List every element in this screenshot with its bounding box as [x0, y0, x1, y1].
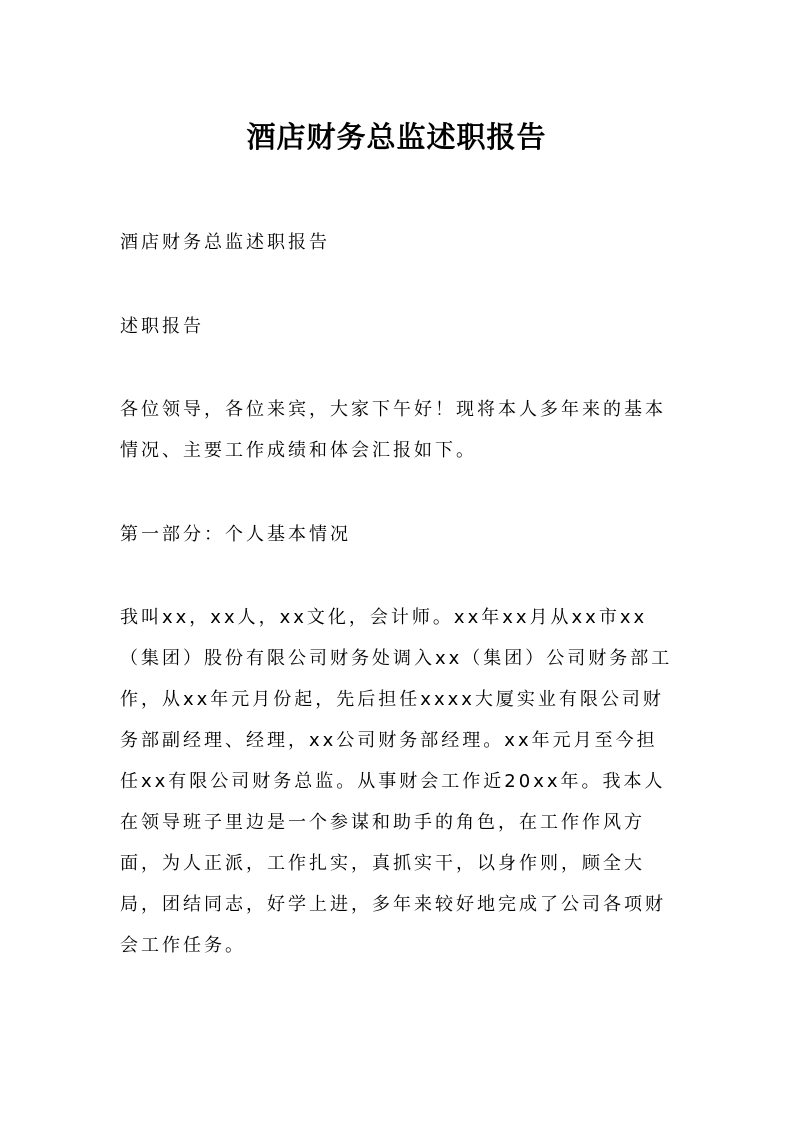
paragraph-personal-info: 我叫xx，xx人，xx文化，会计师。xx年xx月从xx市xx（集团）股份有限公司财务处调入xx（集团）公司财务部工作，从xx年元月份起，先后担任xxxx大厦实业有限公司财务部副经理、经理，xx公司财务部经理。xx年元月至今担任xx有限公司财务总监。从事财会工作近20xx年。我本人在领导班子里边是一个参谋和助手的角色，在工作作风方面，为人正派，工作扎实，真抓实干，以身作则，顾全大局，团结同志，好学上进，多年来较好地完成了公司各项财会工作任务。: [120, 607, 673, 956]
paragraph-subtitle: 酒店财务总监述职报告: [120, 232, 330, 253]
document-title: 酒店财务总监述职报告: [246, 120, 547, 155]
section-heading-part-one: 第一部分：个人基本情况: [120, 524, 351, 545]
paragraph-greeting: 各位领导，各位来宾，大家下午好！现将本人多年来的基本情况、主要工作成绩和体会汇报如下。: [120, 399, 666, 461]
paragraph-report-label: 述职报告: [120, 316, 204, 337]
